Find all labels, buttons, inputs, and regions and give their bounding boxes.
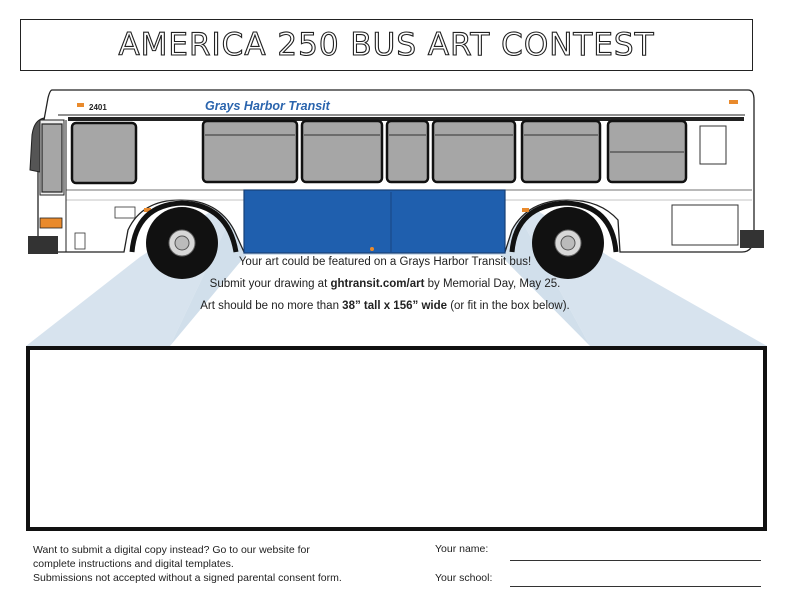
info-line-1: Your art could be featured on a Grays Harbor Transit bus! — [238, 256, 532, 268]
size-limit: 38” tall x 156” wide — [342, 300, 448, 312]
info-line-2: Submit your drawing at ghtransit.com/art by Memorial Day, May 25. — [209, 278, 561, 290]
page-title: AMERICA 250 BUS ART CONTEST — [118, 27, 655, 63]
drawing-area[interactable] — [26, 346, 767, 531]
info-line-3: Art should be no more than 38” tall x 156” wide (or fit in the box below). — [200, 300, 570, 312]
school-field[interactable] — [510, 586, 761, 587]
art-panel — [244, 190, 505, 253]
rear-window — [700, 126, 726, 164]
bus-brand: Grays Harbor Transit — [205, 99, 330, 113]
school-label: Your school: — [435, 572, 493, 584]
name-field[interactable] — [510, 560, 761, 561]
footer-note-line-1: Want to submit a digital copy instead? Go to our website for — [33, 544, 310, 556]
name-label: Your name: — [435, 543, 489, 555]
footer-note-line-2: complete instructions and digital templates. — [33, 558, 234, 570]
fleet-number: 2401 — [89, 103, 107, 112]
contest-info — [170, 256, 600, 322]
footer-note-line-3: Submissions not accepted without a signed parental consent form. — [33, 572, 342, 584]
footer-note — [33, 543, 342, 585]
website-link[interactable]: ghtransit.com/art — [330, 278, 425, 290]
